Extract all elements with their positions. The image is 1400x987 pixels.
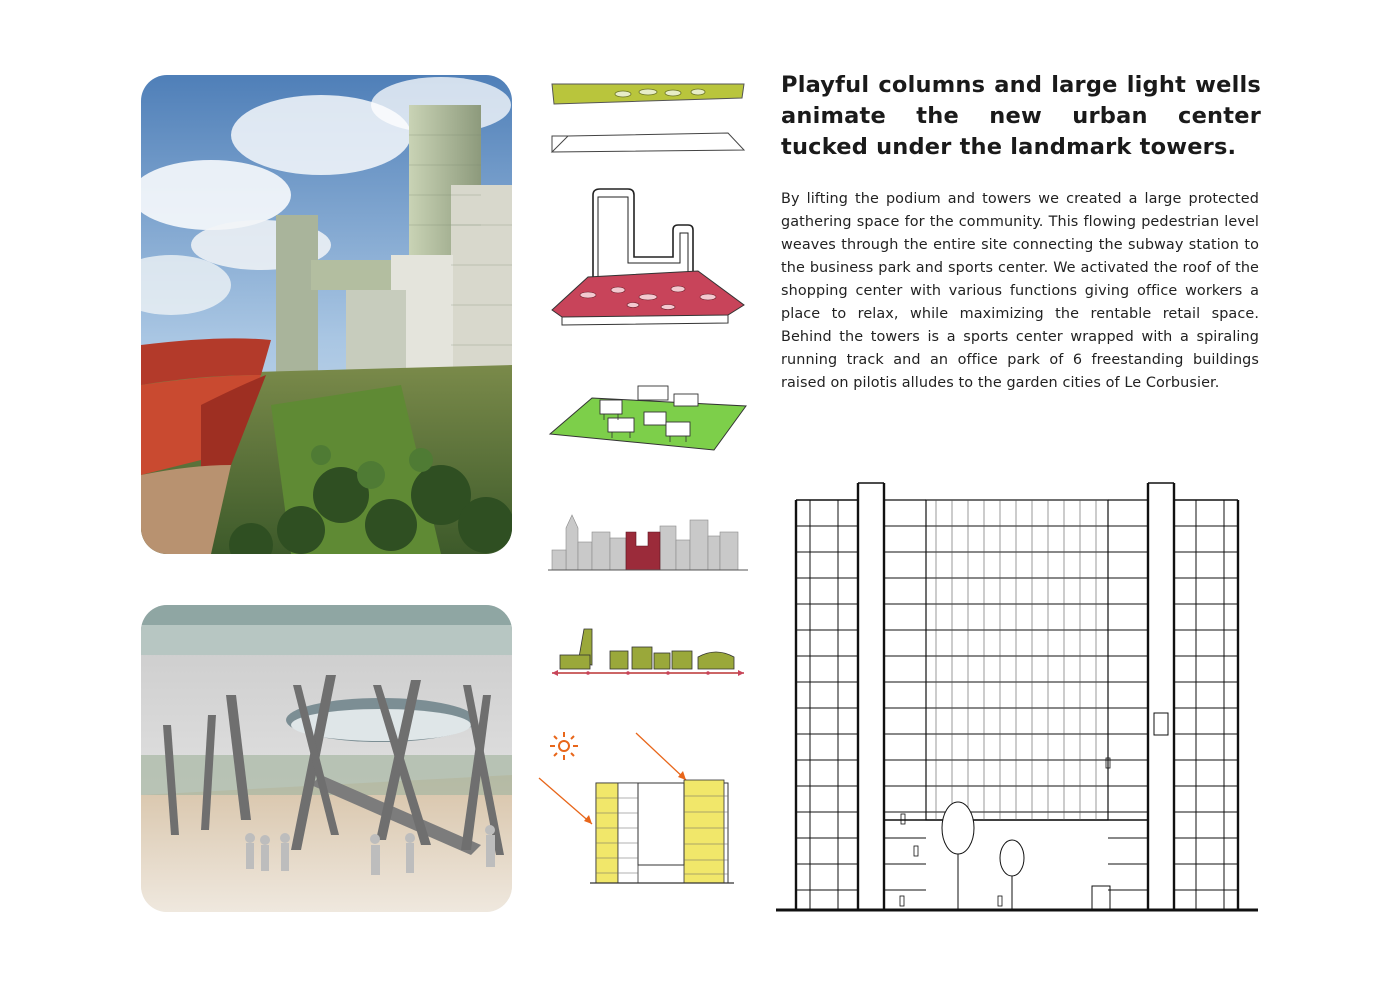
headline: Playful columns and large light wells animate the new urban center tucked under the landmark towers. bbox=[781, 72, 1261, 160]
body-paragraph: By lifting the podium and towers we created a large protected gathering space for the community. This flowing pedestrian level weaves through the entire site connecting the subway station to the business park and sports center. We activated the roof of the shopping center with various functions giving office workers a place to relax, while maximizing the rentable retail space. Behind the towers is a sports center wrapped with a spiraling running track and an office park of 6 freestanding buildings raised on pilotis alludes to the garden cities of Le Corbusier. bbox=[781, 191, 1259, 391]
sun-icon bbox=[550, 732, 578, 760]
landmark-towers-diagram bbox=[548, 185, 748, 330]
street-elevation-diagram bbox=[548, 625, 748, 685]
building-section-drawing bbox=[776, 478, 1258, 914]
solar-orientation-diagram bbox=[534, 728, 754, 893]
skyline-diagram bbox=[548, 510, 748, 575]
lifted-podium-diagram bbox=[548, 78, 748, 158]
plaza-render-image bbox=[141, 605, 512, 912]
office-park-diagram bbox=[548, 378, 748, 458]
aerial-render-image bbox=[141, 75, 512, 554]
